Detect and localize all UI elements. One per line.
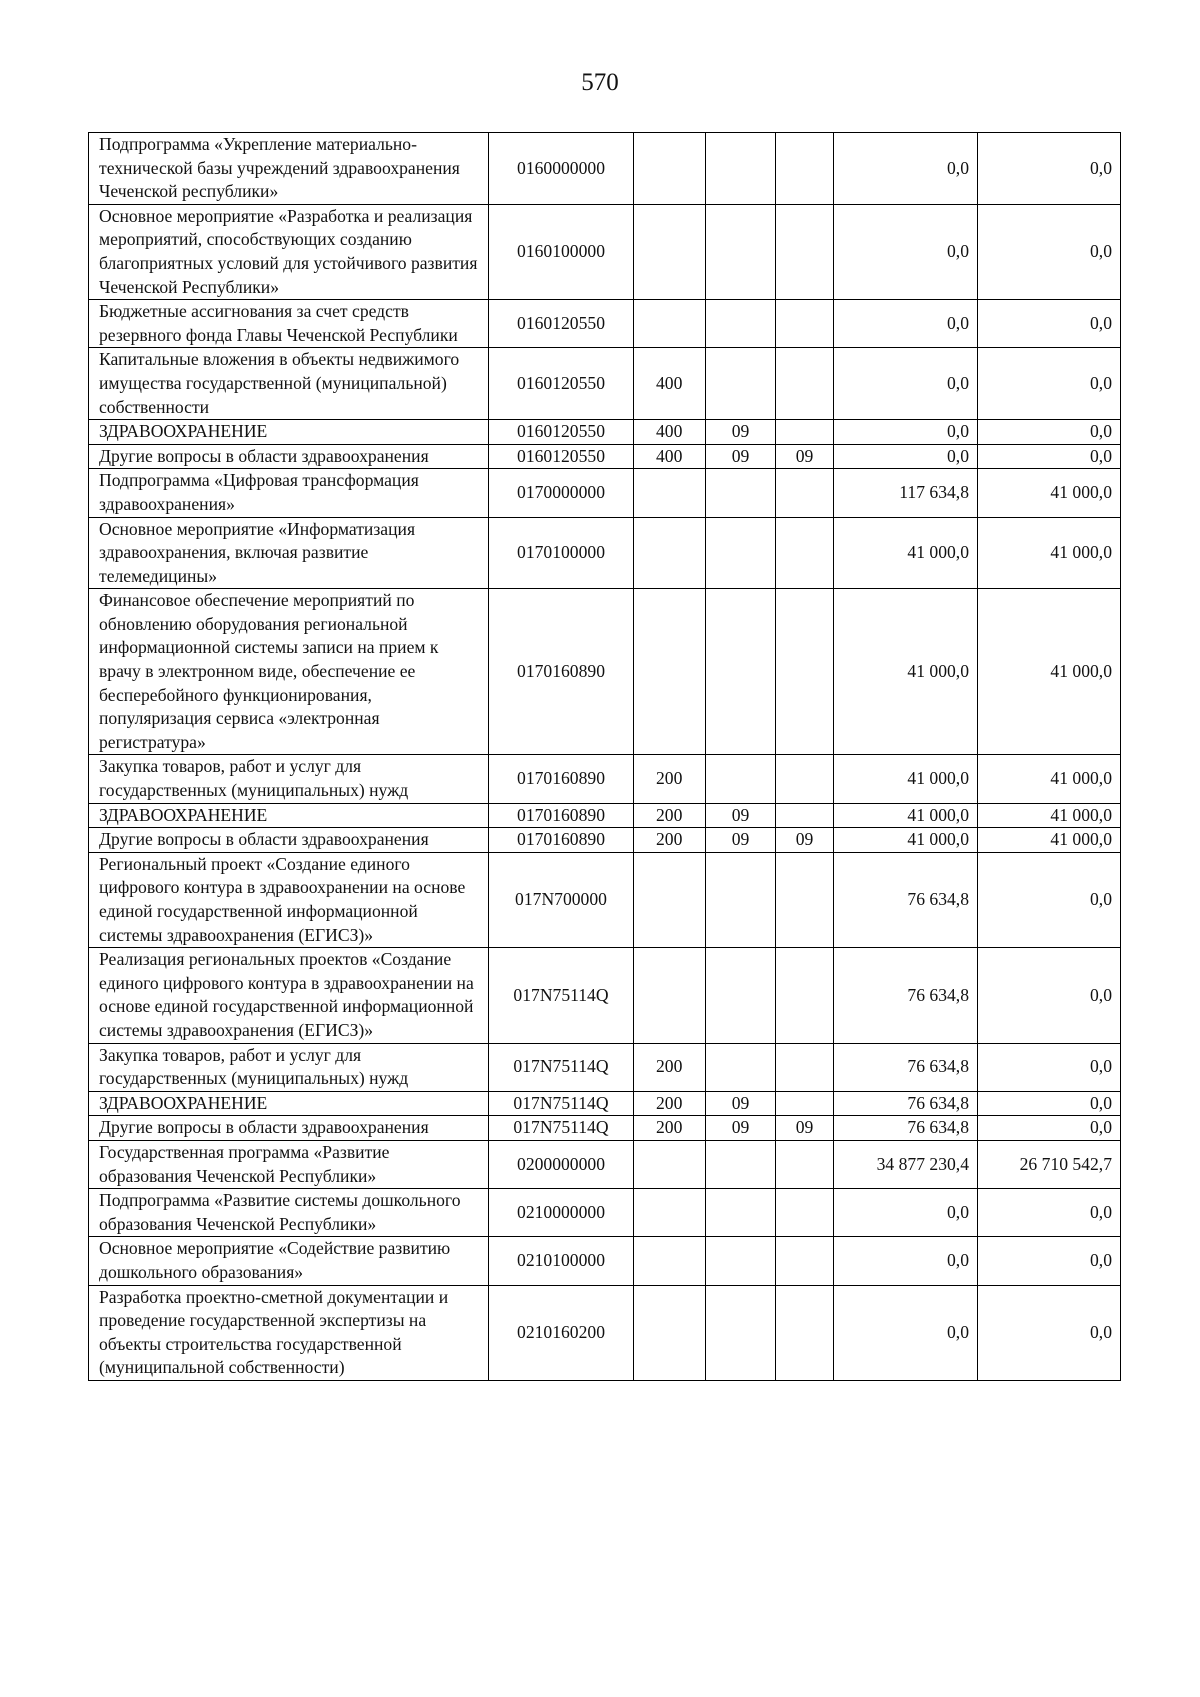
row-name: Бюджетные ассигнования за счет средств резервного фонда Главы Чеченской Республики xyxy=(89,300,489,348)
table-row xyxy=(89,444,1121,469)
table-row xyxy=(89,1285,1121,1380)
row-amount-year-1: 41 000,0 xyxy=(834,755,978,803)
row-expense-type xyxy=(634,1189,706,1237)
row-target-code: 017N700000 xyxy=(489,852,634,947)
row-subsection xyxy=(776,517,834,589)
row-amount-year-1: 41 000,0 xyxy=(834,589,978,755)
row-target-code: 0170160890 xyxy=(489,755,634,803)
row-name: ЗДРАВООХРАНЕНИЕ xyxy=(89,1091,489,1116)
row-subsection xyxy=(776,1043,834,1091)
table-row xyxy=(89,1043,1121,1091)
row-amount-year-1: 76 634,8 xyxy=(834,1091,978,1116)
table-row xyxy=(89,828,1121,853)
row-section xyxy=(706,1285,776,1380)
row-section: 09 xyxy=(706,420,776,445)
row-subsection xyxy=(776,1091,834,1116)
row-target-code: 0160100000 xyxy=(489,204,634,299)
row-target-code: 017N75114Q xyxy=(489,948,634,1043)
row-subsection xyxy=(776,1237,834,1285)
row-section: 09 xyxy=(706,444,776,469)
row-section xyxy=(706,469,776,517)
row-section xyxy=(706,1140,776,1188)
row-subsection xyxy=(776,1189,834,1237)
row-target-code: 0170160890 xyxy=(489,589,634,755)
row-amount-year-1: 34 877 230,4 xyxy=(834,1140,978,1188)
table-row xyxy=(89,300,1121,348)
row-amount-year-2: 41 000,0 xyxy=(978,589,1121,755)
row-expense-type xyxy=(634,1285,706,1380)
row-section xyxy=(706,517,776,589)
row-section xyxy=(706,1237,776,1285)
row-amount-year-2: 0,0 xyxy=(978,1189,1121,1237)
row-expense-type: 200 xyxy=(634,755,706,803)
row-target-code: 0210100000 xyxy=(489,1237,634,1285)
row-amount-year-1: 0,0 xyxy=(834,348,978,420)
budget-table xyxy=(88,132,1121,1381)
row-subsection: 09 xyxy=(776,1116,834,1141)
row-name: Закупка товаров, работ и услуг для государственных (муниципальных) нужд xyxy=(89,755,489,803)
row-amount-year-2: 0,0 xyxy=(978,1237,1121,1285)
row-section xyxy=(706,1189,776,1237)
row-amount-year-1: 0,0 xyxy=(834,300,978,348)
row-target-code: 017N75114Q xyxy=(489,1091,634,1116)
row-amount-year-2: 26 710 542,7 xyxy=(978,1140,1121,1188)
row-target-code: 017N75114Q xyxy=(489,1116,634,1141)
row-subsection xyxy=(776,852,834,947)
table-row xyxy=(89,1140,1121,1188)
row-expense-type: 200 xyxy=(634,1091,706,1116)
row-expense-type: 400 xyxy=(634,348,706,420)
row-expense-type xyxy=(634,300,706,348)
row-amount-year-2: 41 000,0 xyxy=(978,517,1121,589)
row-target-code: 0170100000 xyxy=(489,517,634,589)
row-name: Другие вопросы в области здравоохранения xyxy=(89,444,489,469)
row-amount-year-2: 41 000,0 xyxy=(978,803,1121,828)
row-name: ЗДРАВООХРАНЕНИЕ xyxy=(89,420,489,445)
row-target-code: 0160000000 xyxy=(489,133,634,205)
row-target-code: 0210160200 xyxy=(489,1285,634,1380)
row-name: Государственная программа «Развитие образования Чеченской Республики» xyxy=(89,1140,489,1188)
row-amount-year-2: 0,0 xyxy=(978,348,1121,420)
row-name: Финансовое обеспечение мероприятий по обновлению оборудования региональной информационной системы записи на прием к врачу в электронном виде, обеспечение ее бесперебойного функционирования, популяризация сервиса «электронная регистратура» xyxy=(89,589,489,755)
row-section: 09 xyxy=(706,1091,776,1116)
row-name: Другие вопросы в области здравоохранения xyxy=(89,1116,489,1141)
row-name: Основное мероприятие «Разработка и реализация мероприятий, способствующих созданию благоприятных условий для устойчивого развития Чеченской Республики» xyxy=(89,204,489,299)
row-expense-type: 400 xyxy=(634,420,706,445)
row-name: Другие вопросы в области здравоохранения xyxy=(89,828,489,853)
row-expense-type xyxy=(634,517,706,589)
row-name: Подпрограмма «Цифровая трансформация здравоохранения» xyxy=(89,469,489,517)
row-amount-year-2: 0,0 xyxy=(978,1091,1121,1116)
table-row xyxy=(89,348,1121,420)
row-name: Основное мероприятие «Содействие развитию дошкольного образования» xyxy=(89,1237,489,1285)
row-section xyxy=(706,1043,776,1091)
row-expense-type xyxy=(634,589,706,755)
row-amount-year-1: 117 634,8 xyxy=(834,469,978,517)
row-amount-year-2: 0,0 xyxy=(978,204,1121,299)
row-amount-year-2: 0,0 xyxy=(978,1043,1121,1091)
row-target-code: 0170000000 xyxy=(489,469,634,517)
table-row xyxy=(89,133,1121,205)
row-subsection xyxy=(776,1285,834,1380)
row-section xyxy=(706,589,776,755)
row-amount-year-2: 41 000,0 xyxy=(978,755,1121,803)
row-name: Подпрограмма «Укрепление материально-технической базы учреждений здравоохранения Чеченской республики» xyxy=(89,133,489,205)
row-amount-year-1: 0,0 xyxy=(834,133,978,205)
row-name: Подпрограмма «Развитие системы дошкольного образования Чеченской Республики» xyxy=(89,1189,489,1237)
row-amount-year-1: 0,0 xyxy=(834,444,978,469)
row-name: ЗДРАВООХРАНЕНИЕ xyxy=(89,803,489,828)
row-section: 09 xyxy=(706,1116,776,1141)
row-section xyxy=(706,948,776,1043)
row-amount-year-2: 41 000,0 xyxy=(978,828,1121,853)
row-subsection: 09 xyxy=(776,828,834,853)
row-amount-year-2: 41 000,0 xyxy=(978,469,1121,517)
row-amount-year-1: 0,0 xyxy=(834,1189,978,1237)
row-section: 09 xyxy=(706,828,776,853)
row-subsection xyxy=(776,755,834,803)
row-expense-type: 200 xyxy=(634,1116,706,1141)
row-amount-year-1: 41 000,0 xyxy=(834,828,978,853)
table-row xyxy=(89,948,1121,1043)
table-row xyxy=(89,589,1121,755)
row-section xyxy=(706,852,776,947)
row-expense-type xyxy=(634,133,706,205)
table-row xyxy=(89,517,1121,589)
table-row xyxy=(89,469,1121,517)
row-amount-year-2: 0,0 xyxy=(978,300,1121,348)
row-name: Капитальные вложения в объекты недвижимого имущества государственной (муниципальной) собственности xyxy=(89,348,489,420)
row-target-code: 0160120550 xyxy=(489,420,634,445)
row-expense-type xyxy=(634,1140,706,1188)
row-amount-year-1: 41 000,0 xyxy=(834,517,978,589)
table-row xyxy=(89,1189,1121,1237)
row-amount-year-1: 76 634,8 xyxy=(834,1116,978,1141)
row-target-code: 0210000000 xyxy=(489,1189,634,1237)
row-name: Основное мероприятие «Информатизация здравоохранения, включая развитие телемедицины» xyxy=(89,517,489,589)
row-section: 09 xyxy=(706,803,776,828)
row-expense-type: 200 xyxy=(634,803,706,828)
row-subsection xyxy=(776,300,834,348)
budget-table-body xyxy=(89,133,1121,1381)
row-target-code: 0200000000 xyxy=(489,1140,634,1188)
row-section xyxy=(706,755,776,803)
row-name: Региональный проект «Создание единого цифрового контура в здравоохранении на основе единой государственной информационной системы здравоохранения (ЕГИСЗ)» xyxy=(89,852,489,947)
row-amount-year-2: 0,0 xyxy=(978,133,1121,205)
row-amount-year-1: 0,0 xyxy=(834,1285,978,1380)
table-row xyxy=(89,755,1121,803)
row-amount-year-2: 0,0 xyxy=(978,948,1121,1043)
row-subsection xyxy=(776,948,834,1043)
table-row xyxy=(89,420,1121,445)
table-row xyxy=(89,1237,1121,1285)
row-expense-type: 400 xyxy=(634,444,706,469)
table-row xyxy=(89,204,1121,299)
page-number: 570 xyxy=(581,69,619,96)
row-subsection xyxy=(776,803,834,828)
row-subsection xyxy=(776,1140,834,1188)
row-amount-year-1: 0,0 xyxy=(834,420,978,445)
row-amount-year-1: 41 000,0 xyxy=(834,803,978,828)
table-row xyxy=(89,852,1121,947)
row-section xyxy=(706,348,776,420)
row-section xyxy=(706,133,776,205)
row-subsection xyxy=(776,469,834,517)
row-amount-year-1: 0,0 xyxy=(834,204,978,299)
table-row xyxy=(89,1116,1121,1141)
row-name: Разработка проектно-сметной документации и проведение государственной экспертизы на объекты строительства государственной (муниципальной собственности) xyxy=(89,1285,489,1380)
row-amount-year-2: 0,0 xyxy=(978,420,1121,445)
row-subsection xyxy=(776,589,834,755)
row-subsection: 09 xyxy=(776,444,834,469)
row-amount-year-2: 0,0 xyxy=(978,1285,1121,1380)
row-expense-type: 200 xyxy=(634,828,706,853)
row-target-code: 0160120550 xyxy=(489,444,634,469)
row-subsection xyxy=(776,420,834,445)
row-expense-type xyxy=(634,852,706,947)
row-amount-year-1: 0,0 xyxy=(834,1237,978,1285)
row-subsection xyxy=(776,348,834,420)
table-row xyxy=(89,803,1121,828)
row-target-code: 0170160890 xyxy=(489,828,634,853)
row-name: Реализация региональных проектов «Создание единого цифрового контура в здравоохранении на основе единой государственной информационной системы здравоохранения (ЕГИСЗ)» xyxy=(89,948,489,1043)
row-subsection xyxy=(776,133,834,205)
row-expense-type xyxy=(634,204,706,299)
row-target-code: 0160120550 xyxy=(489,300,634,348)
row-expense-type xyxy=(634,469,706,517)
row-target-code: 017N75114Q xyxy=(489,1043,634,1091)
row-name: Закупка товаров, работ и услуг для государственных (муниципальных) нужд xyxy=(89,1043,489,1091)
table-row xyxy=(89,1091,1121,1116)
row-expense-type xyxy=(634,1237,706,1285)
row-target-code: 0170160890 xyxy=(489,803,634,828)
row-amount-year-2: 0,0 xyxy=(978,444,1121,469)
row-amount-year-1: 76 634,8 xyxy=(834,948,978,1043)
row-section xyxy=(706,204,776,299)
row-amount-year-1: 76 634,8 xyxy=(834,852,978,947)
row-expense-type: 200 xyxy=(634,1043,706,1091)
row-subsection xyxy=(776,204,834,299)
row-target-code: 0160120550 xyxy=(489,348,634,420)
row-amount-year-2: 0,0 xyxy=(978,1116,1121,1141)
row-amount-year-1: 76 634,8 xyxy=(834,1043,978,1091)
row-section xyxy=(706,300,776,348)
row-expense-type xyxy=(634,948,706,1043)
row-amount-year-2: 0,0 xyxy=(978,852,1121,947)
